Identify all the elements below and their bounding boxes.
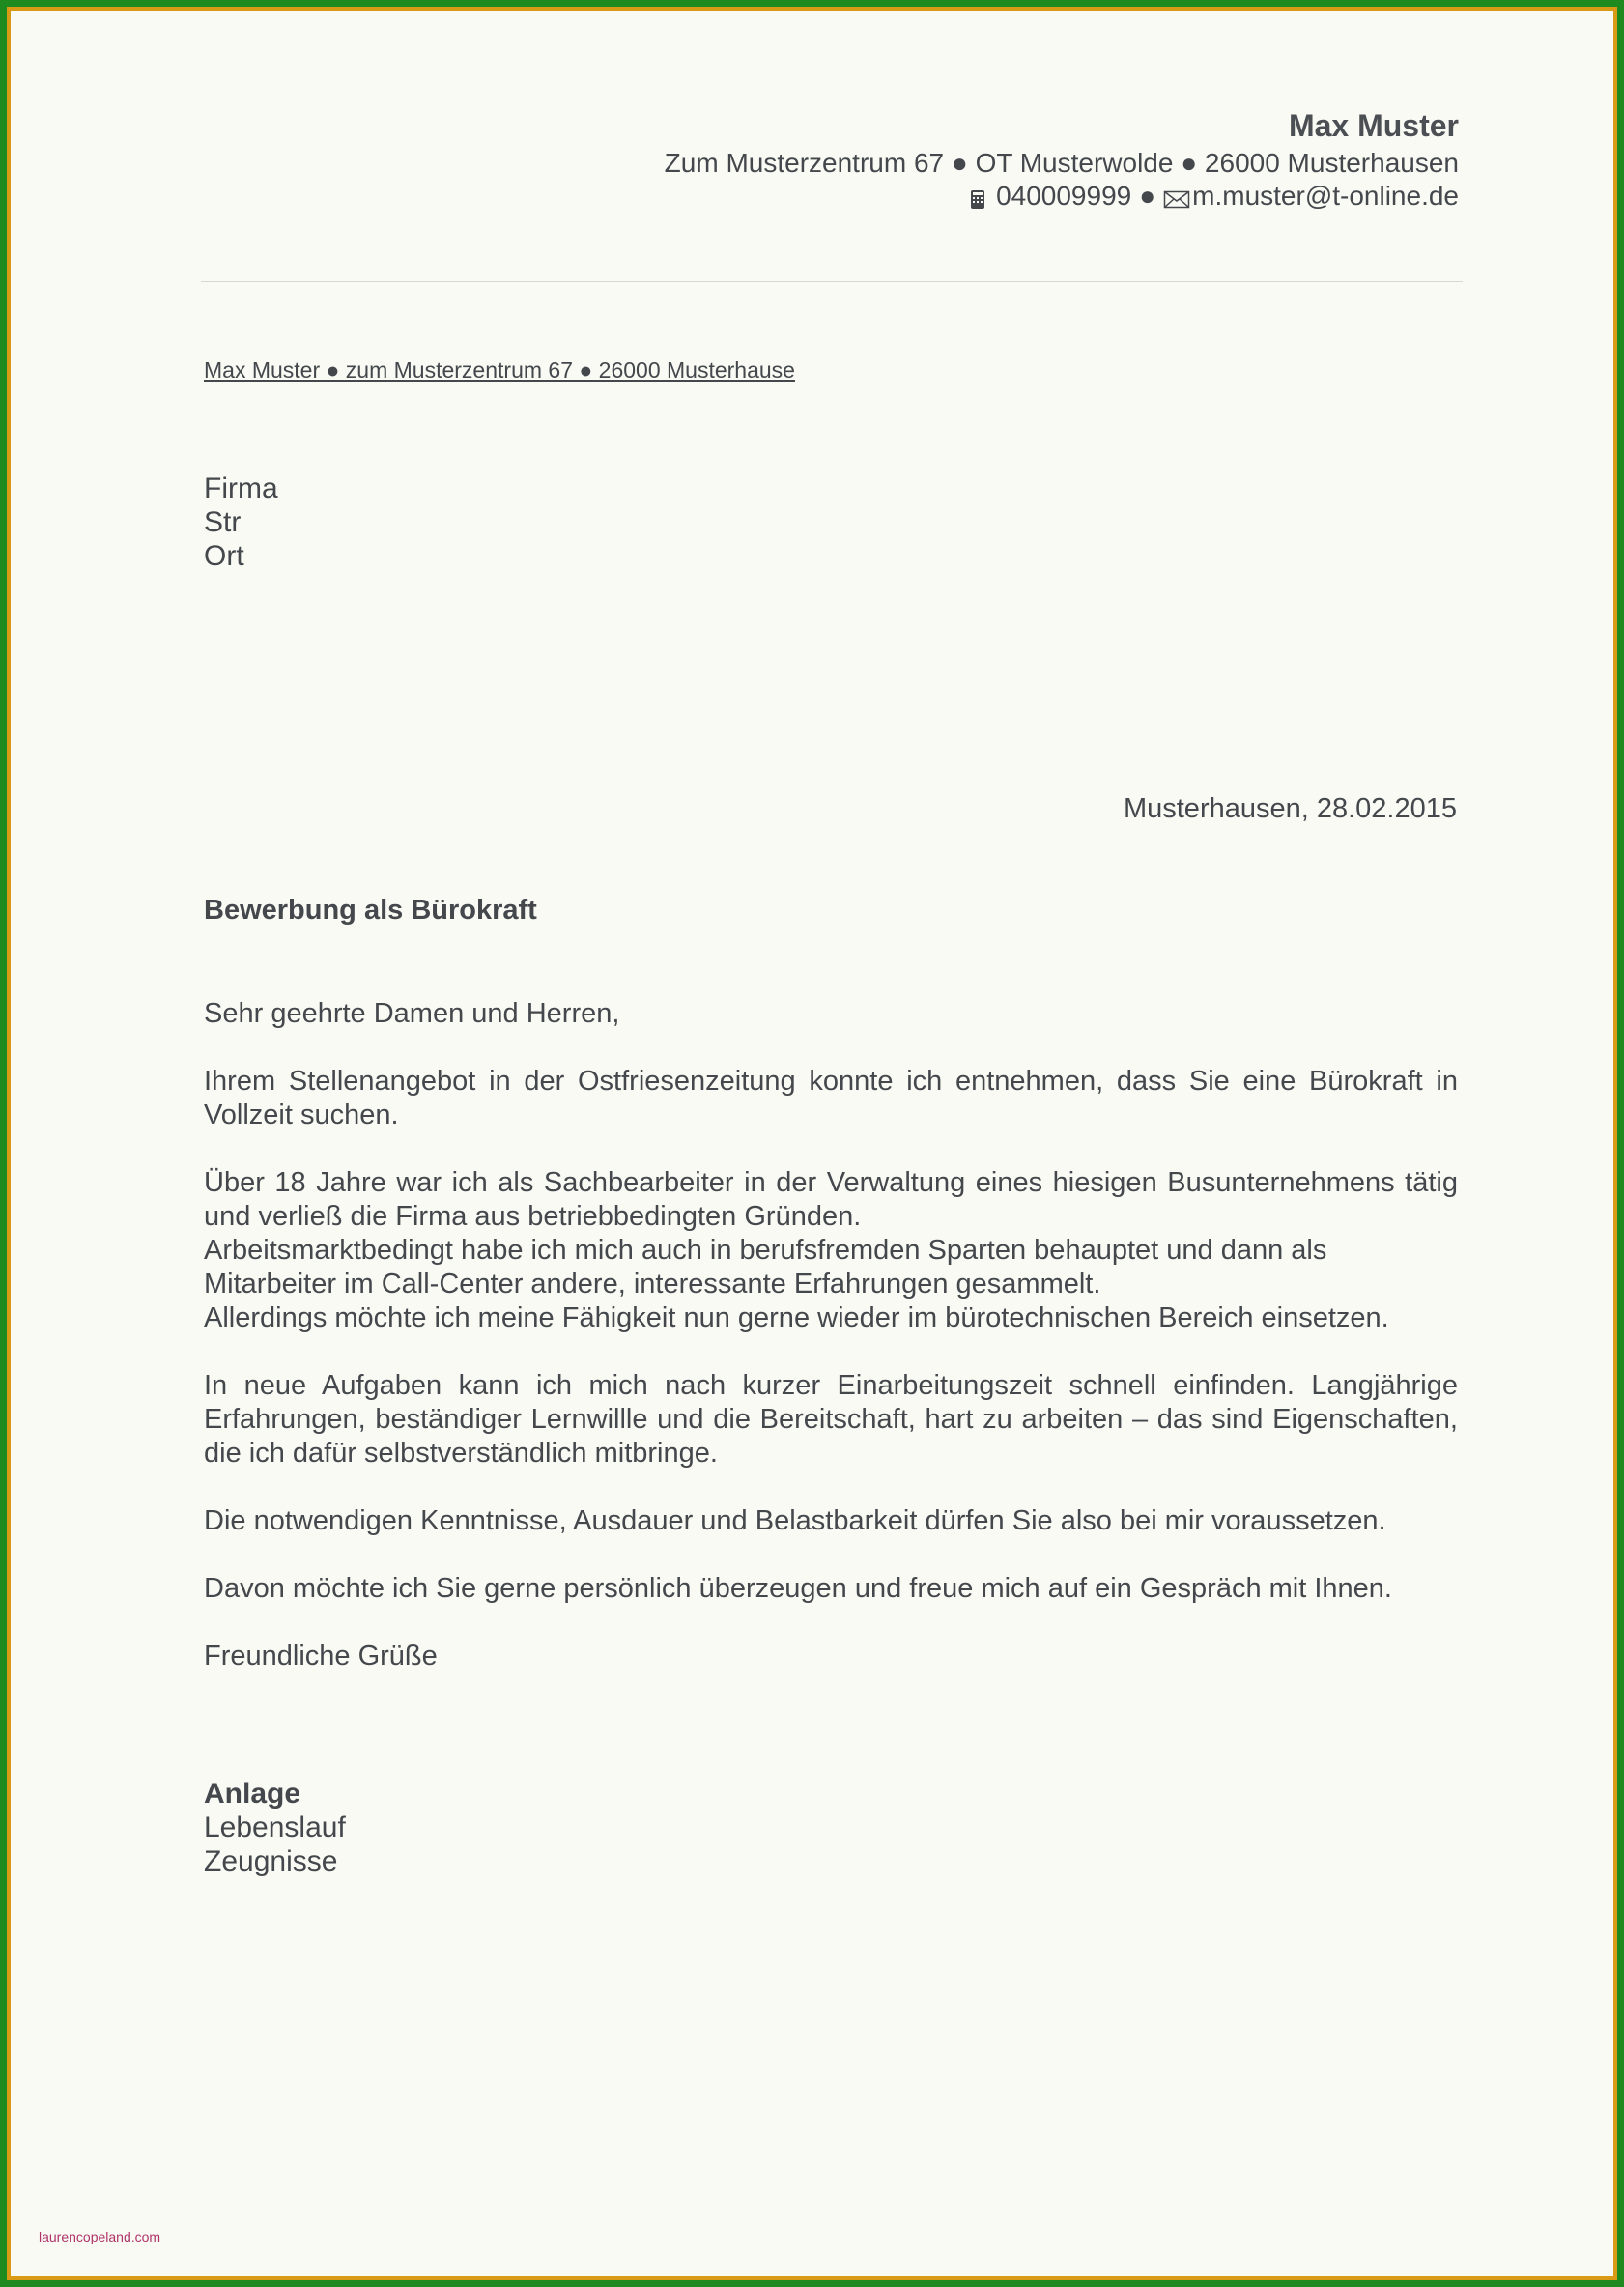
attachment-item: Lebenslauf (204, 1812, 346, 1844)
contact-separator: ● (1139, 181, 1156, 211)
letter-date: Musterhausen, 28.02.2015 (1123, 793, 1457, 824)
paragraph-2-part-2: Arbeitsmarktbedingt habe ich mich auch in berufsfremden Sparten behauptet und dann als Mitarbeiter im Call-Center andere, interessante Erfahrungen gesammelt. (204, 1235, 1327, 1300)
recipient-street: Str (204, 506, 242, 538)
sender-email: m.muster@t-online.de (1192, 181, 1459, 211)
letter-subject: Bewerbung als Bürokraft (204, 895, 537, 926)
attachments-title: Anlage (204, 1778, 301, 1810)
attachments-block (204, 1777, 346, 1878)
recipient-block (204, 472, 278, 573)
sender-contact (967, 181, 1459, 212)
return-address: Max Muster ● zum Musterzentrum 67 ● 26000 Musterhause (204, 357, 795, 383)
mail-icon (1163, 186, 1184, 207)
paragraph-2 (204, 1166, 1458, 1335)
phone-icon (967, 186, 988, 207)
sender-phone: 040009999 (996, 181, 1132, 211)
paragraph-2-part-3: Allerdings möchte ich meine Fähigkeit nun gerne wieder im bürotechnischen Bereich einsetzen. (204, 1302, 1389, 1333)
closing: Freundliche Grüße (204, 1641, 438, 1672)
letter-body (204, 997, 1458, 1707)
recipient-company: Firma (204, 472, 278, 504)
paragraph-2-part-1: Über 18 Jahre war ich als Sachbearbeiter in der Verwaltung eines hiesigen Busunternehmens tätig und verließ die Firma aus betriebbedingten Gründen. (204, 1167, 1458, 1232)
paragraph-1: Ihrem Stellenangebot in der Ostfriesenzeitung konnte ich entnehmen, dass Sie eine Bürokraft in Vollzeit suchen. (204, 1066, 1458, 1130)
header-divider (201, 281, 1463, 282)
salutation: Sehr geehrte Damen und Herren, (204, 998, 620, 1029)
sender-address: Zum Musterzentrum 67 ● OT Musterwolde ● 26000 Musterhausen (664, 148, 1459, 178)
paragraph-5: Davon möchte ich Sie gerne persönlich überzeugen und freue mich auf ein Gespräch mit Ihnen. (204, 1573, 1392, 1604)
paragraph-3: In neue Aufgaben kann ich mich nach kurzer Einarbeitungszeit schnell einfinden. Langjährige Erfahrungen, beständiger Lernwillle und die Bereitschaft, hart zu arbeiten – das sind Eigenschaften, die ich dafür selbstverständlich mitbringe. (204, 1370, 1458, 1469)
sender-name: Max Muster (1288, 108, 1459, 143)
attachment-item: Zeugnisse (204, 1845, 338, 1877)
watermark: laurencopeland.com (39, 2229, 161, 2244)
recipient-city: Ort (204, 540, 244, 572)
paragraph-4: Die notwendigen Kenntnisse, Ausdauer und Belastbarkeit dürfen Sie also bei mir voraussetzen. (204, 1505, 1386, 1536)
